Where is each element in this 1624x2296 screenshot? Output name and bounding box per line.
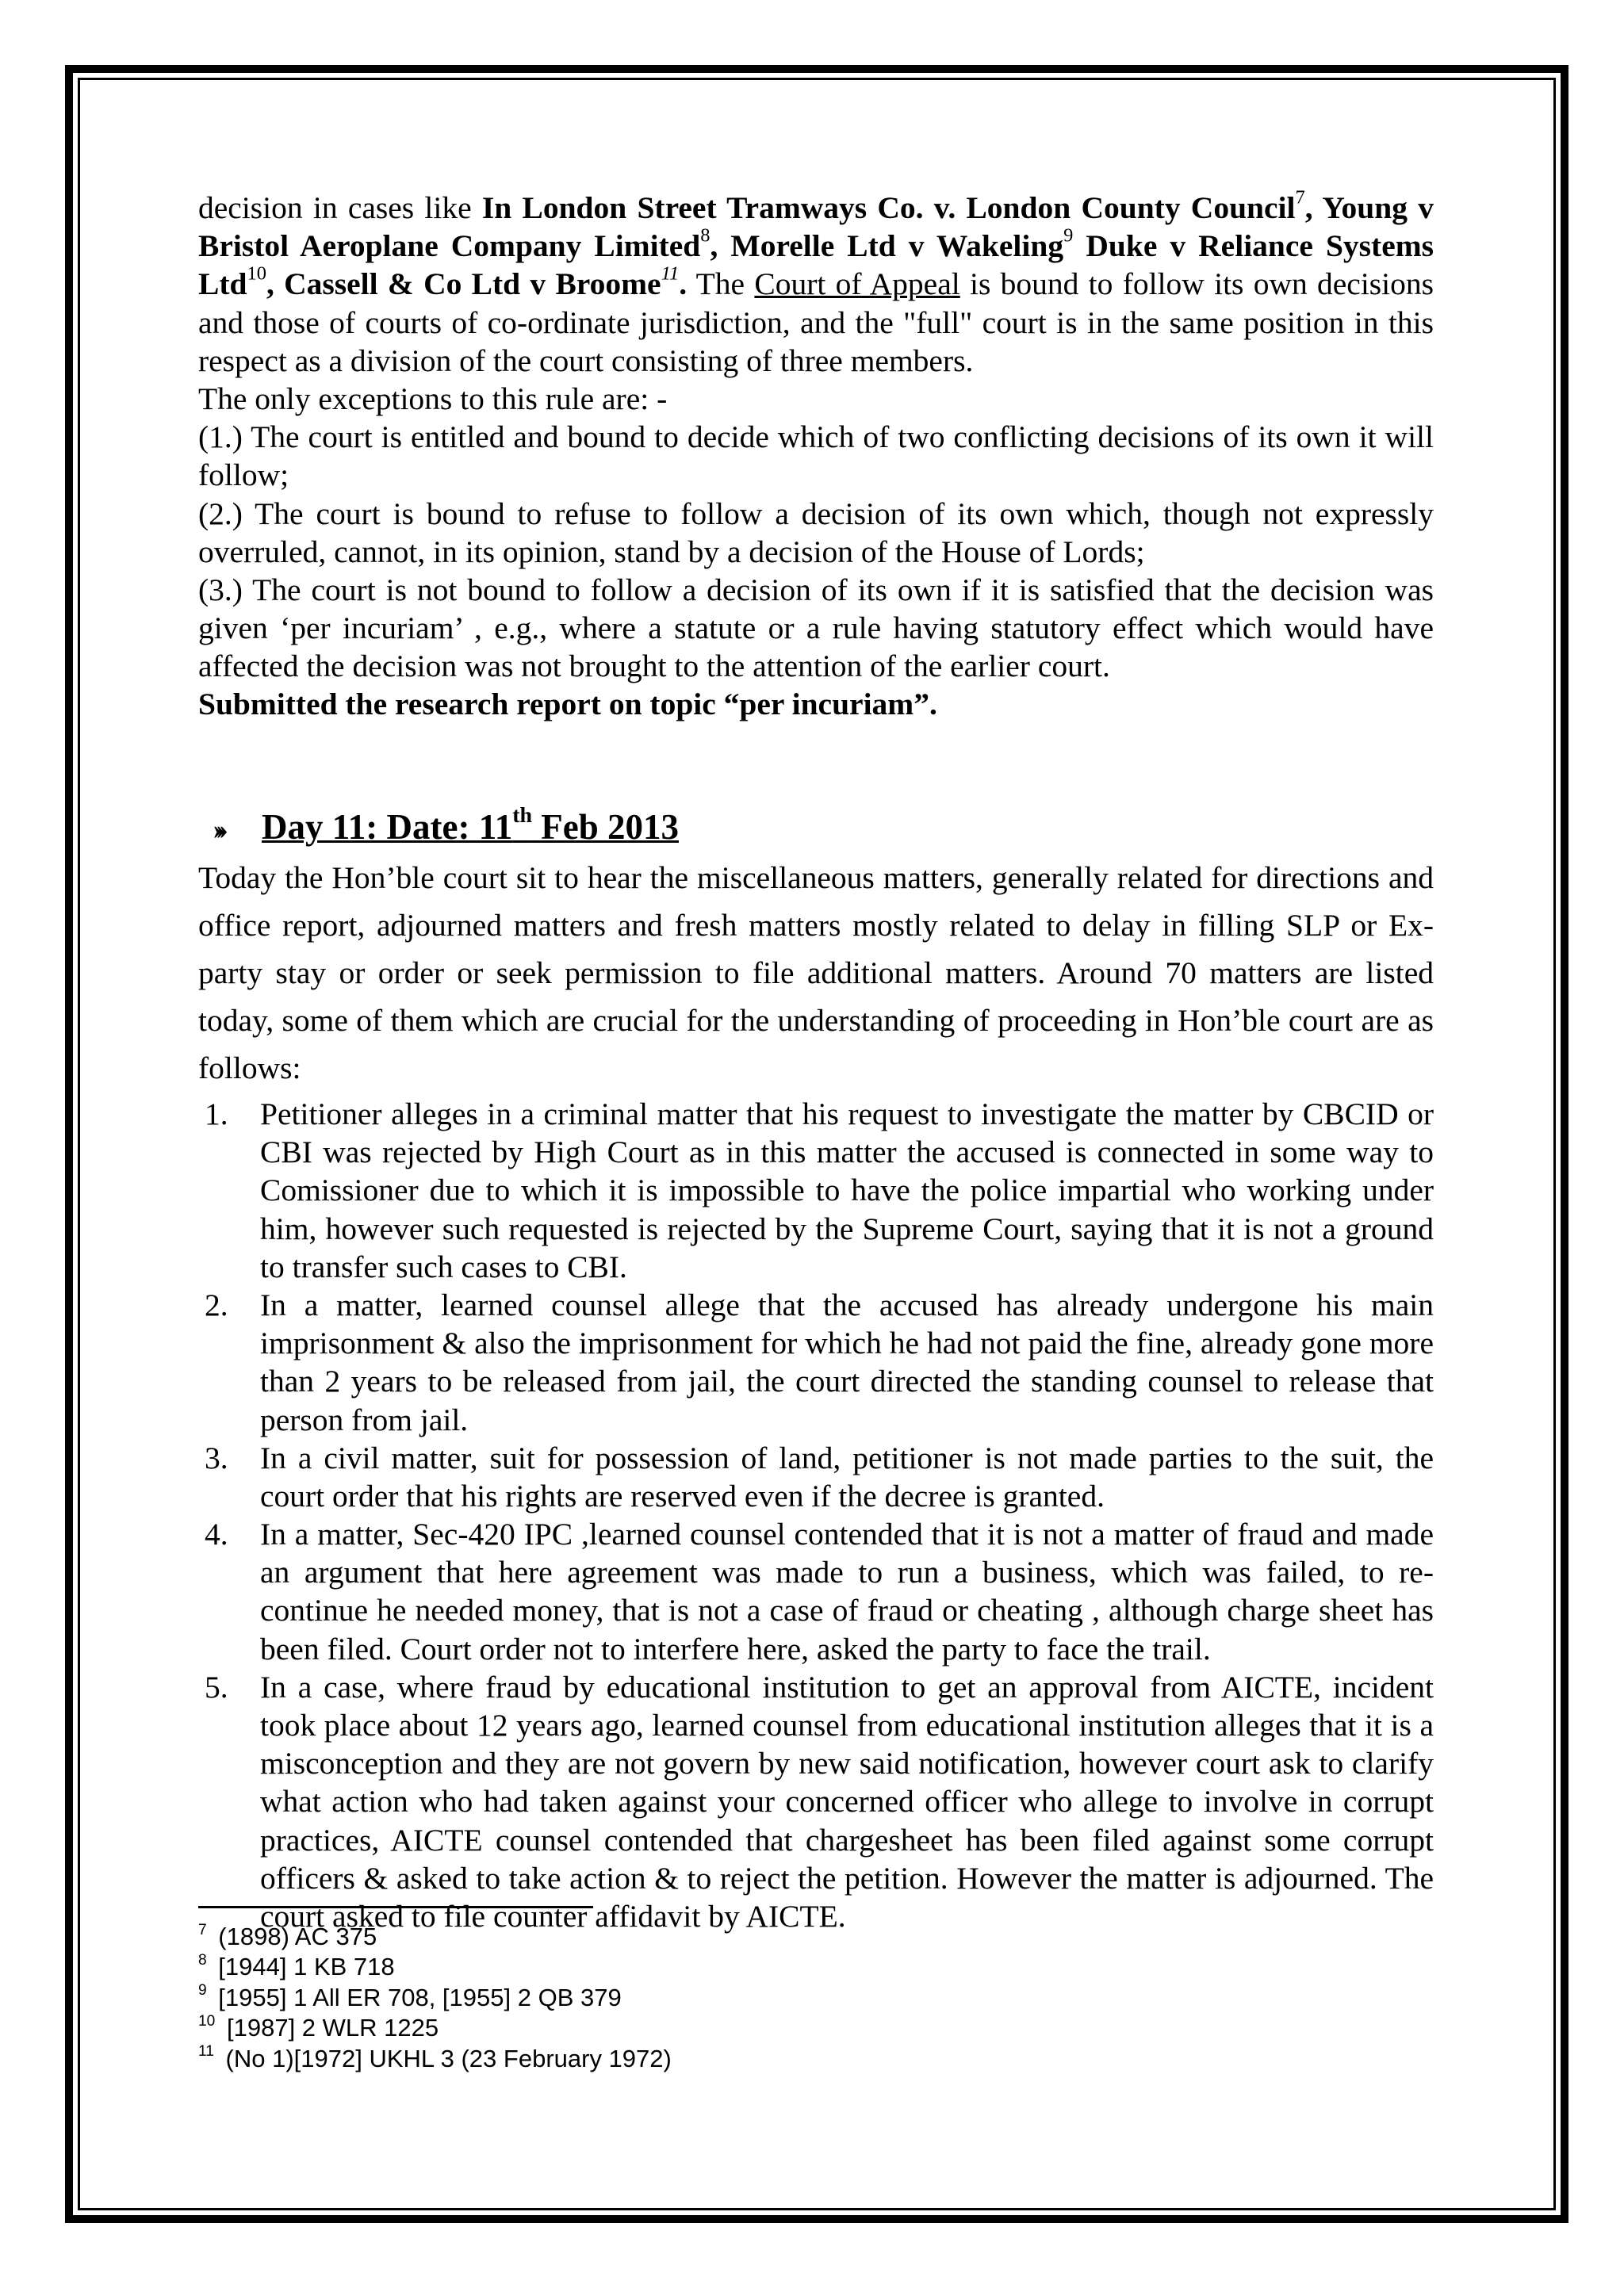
footnote-separator <box>198 1906 593 1908</box>
case-london-tramways: In London Street Tramways Co. v. London County Council <box>481 190 1296 225</box>
footnote-7: $^7$ (1898) AC 375 <box>198 1921 377 1950</box>
list-item: 4. In a matter, Sec-420 IPC ,learned counsel contended that it is not a matter of fraud and made an argument that here agreement was made to run a business, which was failed, to re-continue he needed money, that is not a case of fraud or cheating , although charge sheet has been filed. Court order not to interfere here, asked the party to face the trail. <box>205 1517 1434 1667</box>
footnote-ref-8: 8 <box>700 224 710 247</box>
case-morelle-wakeling: Morelle Ltd v Wakeling <box>730 228 1064 264</box>
list-item: 2. In a matter, learned counsel allege that the accused has already undergone his main imprisonment & also the imprisonment for which he had not paid the fine, already gone more than 2 years to be released from jail, the court directed the standing counsel to release that person from jail. <box>205 1287 1434 1437</box>
exception-1: (1.) The court is entitled and bound to decide which of two conflicting decisions of its own it will follow; <box>198 419 1434 493</box>
case-young-bristol: Young v Bristol Aeroplane Company Limited <box>198 190 1434 264</box>
list-item: 1. Petitioner alleges in a criminal matter that his request to investigate the matter by CBCID or CBI was rejected by High Court as in this matter the accused is connected in some way to Comissioner due to which it is impossible to have the police impartial who working under him, however such requested is rejected by the Supreme Court, saying that it is not a ground to transfer such cases to CBI. <box>205 1096 1434 1284</box>
page-content <box>198 186 1434 1935</box>
list-item: 3. In a civil matter, suit for possession of land, petitioner is not made parties to the suit, the court order that his rights are reserved even if the decree is granted. <box>205 1440 1434 1513</box>
exception-2: (2.) The court is bound to refuse to follow a decision of its own which, though not expressly overruled, cannot, in its opinion, stand by a decision of the House of Lords; <box>198 496 1434 569</box>
list-item: 5. In a case, where fraud by educational institution to get an approval from AICTE, incident took place about 12 years ago, learned counsel from educational institution alleges that it is a misconception and they are not govern by new said notification, however court ask to clarify what action who had taken against your concerned officer who allege to involve in corrupt practices, AICTE counsel contended that chargesheet has been filed against some corrupt officers & asked to take action & to reject the petition. However the matter is adjourned. The court asked to file counter affidavit by AICTE. <box>205 1669 1434 1934</box>
footnote-ref-7: 7 <box>1295 186 1305 209</box>
intro-paragraph: decision in cases like In London Street Tramways Co. v. London County Council$^7$, Young v Bristol Aeroplane Company Limited$^8$, Morelle Ltd v Wakeling$^9$ Duke v Reliance Systems Ltd$^{10}$, Cassell & Co Ltd v Broome$^{11}$. The Court of Appeal is bound to follow its own decisions and those of courts of co-ordinate jurisdiction, and the "full" court is in the same position in this respect as a division of the court consisting of three members. <box>198 186 1434 378</box>
footnote-11: $^{11}$ (No 1)[1972] UKHL 3 (23 February 1972) <box>198 2043 672 2072</box>
intro-lead: decision in cases like <box>198 190 482 225</box>
submitted-note: Submitted the research report on topic “per incuriam”. <box>198 687 937 722</box>
footnote-ref-11: 11 <box>661 263 680 285</box>
double-chevron-right-icon: ››› <box>213 813 222 845</box>
case-cassell-broome: Cassell & Co Ltd v Broome <box>284 266 661 302</box>
exception-3: (3.) The court is not bound to follow a decision of its own if it is satisfied that the decision was given ‘per incuriam’ , e.g., where a statute or a rule having statutory effect which would have affected the decision was not brought to the attention of the earlier court. <box>198 572 1434 684</box>
court-of-appeal-link[interactable]: Court of Appeal <box>754 266 960 302</box>
footnote-ref-10: 10 <box>247 263 266 285</box>
matters-list <box>198 1095 1434 1935</box>
case-duke-reliance: Duke v Reliance Systems Ltd <box>198 228 1434 302</box>
footnotes <box>198 1922 672 2074</box>
footnote-ref-9: 9 <box>1063 224 1074 247</box>
footnote-9: $^9$ [1955] 1 All ER 708, [1955] 2 QB 379 <box>198 1982 622 2011</box>
day-heading <box>198 802 1434 849</box>
footnote-10: $^{10}$ [1987] 2 WLR 1225 <box>198 2012 439 2042</box>
day-heading-text: Day 11: Date: 11th Feb 2013 <box>262 802 680 847</box>
exceptions-intro: The only exceptions to this rule are: - <box>198 381 668 416</box>
footnote-8: $^8$ [1944] 1 KB 718 <box>198 1951 395 1981</box>
day-summary-paragraph: Today the Hon’ble court sit to hear the miscellaneous matters, generally related for directions and office report, adjourned matters and fresh matters mostly related to delay in filling SLP or Ex-party stay or order or seek permission to file additional matters. Around 70 matters are listed today, some of them which are crucial for the understanding of proceeding in Hon’ble court are as follows: <box>198 859 1434 1085</box>
